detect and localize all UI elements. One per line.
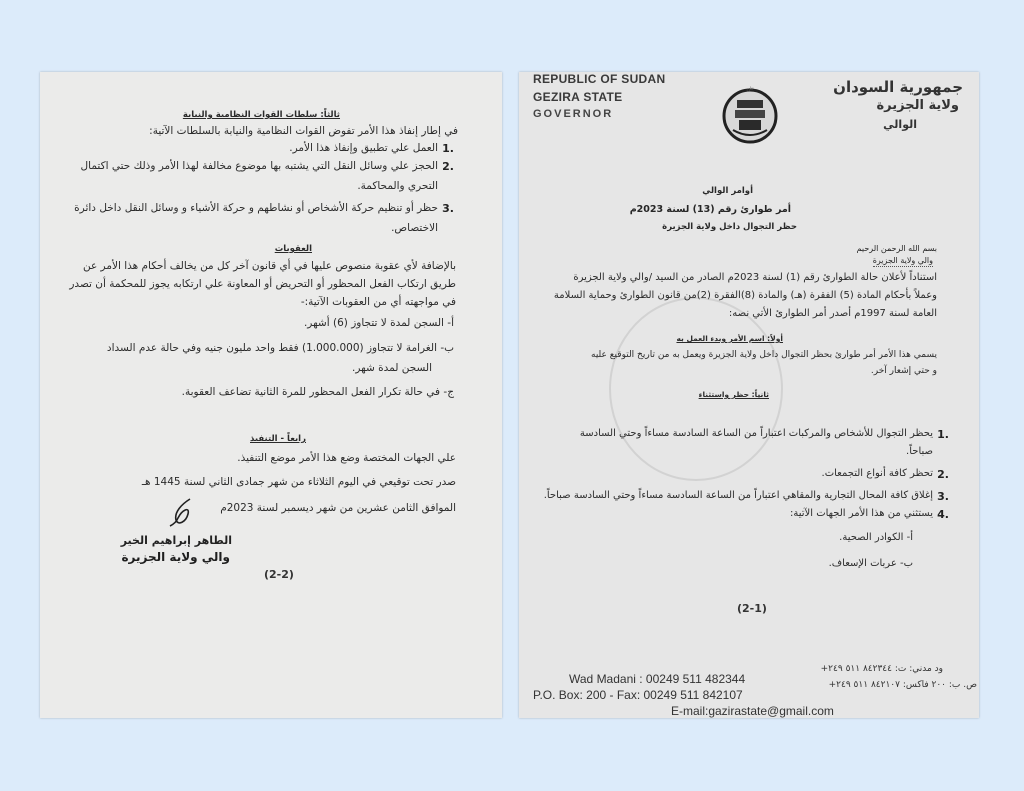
item-number: 1. bbox=[442, 142, 454, 155]
section-3-title: ثالثاً: سلطات القوات النظامية والنيابة bbox=[182, 110, 340, 120]
section-1-text: و حتي إشعار آخر. bbox=[870, 366, 937, 376]
letterhead-governor: GOVERNOR bbox=[533, 108, 614, 120]
penalties-title: العقوبات bbox=[274, 244, 312, 254]
ban-item: يستثني من هذا الأمر الجهات الآتية: bbox=[790, 508, 933, 519]
list-item-cont: الاختصاص. bbox=[391, 222, 438, 234]
ban-item: يحظر التجوال للأشخاص والمركبات اعتباراً من الساعة السادسة مساءاً وحتي السادسة bbox=[579, 428, 933, 439]
section-4-title: رابعاً - التنفيذ bbox=[250, 434, 306, 444]
letterhead-governor-ar: الوالي bbox=[883, 118, 917, 131]
penalties-paragraph: بالإضافة لأي عقوبة منصوص عليها في أي قانون آخر كل من يخالف أحكام هذا الأمر عن bbox=[82, 260, 456, 272]
item-number: 2. bbox=[442, 160, 454, 173]
item-number: 4. bbox=[937, 508, 949, 521]
signer-title: والي ولاية الجزيرة bbox=[121, 550, 230, 564]
footer-email: E-mail:gazirastate@gmail.com bbox=[671, 704, 834, 718]
section-1-title: أولاً: اسم الأمر وبدء العمل به bbox=[676, 334, 783, 343]
preamble: استناداً لأعلان حالة الطوارئ رقم (1) لسنة 2023م الصادر من السيد /والي ولاية الجزيرة bbox=[573, 272, 937, 283]
penalty-item: أ- السجن لمدة لا تتجاوز (6) أشهر. bbox=[303, 317, 454, 329]
section-1-text: يسمي هذا الأمر أمر طوارئ بحظر التجوال داخل ولاية الجزيرة ويعمل به من تاريخ التوقيع عليه bbox=[591, 350, 937, 360]
penalty-item: ب- الغرامة لا تتجاوز (1.000.000) فقط واحد مليون جنيه وفي حالة عدم السداد bbox=[106, 342, 454, 354]
svg-text:ش: ش bbox=[746, 85, 754, 92]
exception-item: ب- عربات الإسعاف. bbox=[828, 558, 913, 569]
preamble: العامة لسنة 1997م أصدر أمر الطوارئ الأتي نصه: bbox=[728, 308, 937, 319]
basmala: بسم الله الرحمن الرحيم bbox=[856, 244, 937, 253]
item-number: 2. bbox=[937, 468, 949, 481]
footer-address: Wad Madani : 00249 511 482344 bbox=[569, 672, 746, 686]
order-number: أمر طوارئ رقم (13) لسنة 2023م bbox=[629, 204, 791, 215]
page-number: (2-2) bbox=[264, 568, 294, 581]
letterhead-country: REPUBLIC OF SUDAN bbox=[533, 72, 666, 86]
ban-item: تحظر كافة أنواع التجمعات. bbox=[821, 468, 933, 479]
section-2-title: ثانياً: حظر واستثناء bbox=[698, 390, 769, 399]
penalty-item: ج- في حالة تكرار الفعل المحظور للمرة الثانية تضاعف العقوبة. bbox=[181, 386, 454, 398]
signature-icon bbox=[168, 496, 198, 528]
penalty-item-cont: السجن لمدة شهر. bbox=[352, 362, 432, 374]
exception-item: أ- الكوادر الصحية. bbox=[839, 532, 913, 543]
issuer: والي ولاية الجزيرة bbox=[872, 256, 933, 265]
footer-address-ar: ود مدني: ت: ٨٤٢٣٤٤ ٥١١ ٢٤٩+ bbox=[820, 664, 943, 674]
preamble: وعملاً بأحكام المادة (5) الفقرة (هـ) والمادة (8)الفقرة (2)من قانون الطوارئ وحماية السلامة bbox=[553, 290, 937, 301]
issued-line: صدر تحت توقيعي في اليوم الثلاثاء من شهر جمادى الثاني لسنة 1445 هـ bbox=[141, 476, 456, 488]
date-line: الموافق الثامن عشرين من شهر ديسمبر لسنة 2023م bbox=[220, 502, 456, 514]
list-item: الحجز علي وسائل النقل التي يشتبه بها موضوع مخالفة لهذا الأمر وذلك حتي اكتمال bbox=[80, 160, 438, 172]
ban-item-cont: صباحاً. bbox=[906, 446, 933, 457]
gezira-state-emblem-icon bbox=[715, 82, 785, 144]
signer-name: الطاهر إبراهيم الخير bbox=[120, 534, 232, 547]
ban-item: إغلاق كافة المحال التجارية والمقاهي اعتباراً من الساعة السادسة مساءاً وحتي السادسة صباحاً. bbox=[543, 490, 933, 501]
section-4-text: علي الجهات المختصة وضع هذا الأمر موضع التنفيذ. bbox=[237, 452, 456, 464]
list-item: العمل علي تطبيق وإنفاذ هذا الأمر. bbox=[289, 142, 438, 154]
orders-title: أوامر الوالي bbox=[702, 186, 753, 196]
document-page-1 bbox=[519, 72, 979, 718]
item-number: 1. bbox=[937, 428, 949, 441]
footer-pobox-ar: ص. ب: ٢٠٠ فاكس: ٨٤٢١٠٧ ٥١١ ٢٤٩+ bbox=[828, 680, 977, 690]
page-number: (2-1) bbox=[737, 602, 767, 615]
letterhead-state-ar: ولاية الجزيرة bbox=[876, 98, 959, 113]
penalties-paragraph: طريق ارتكاب الفعل المحظور أو التحريض أو المعاونة علي ارتكابه يجوز للمحكمة أن تصدر bbox=[69, 278, 456, 290]
list-item-cont: التحري والمحاكمة. bbox=[357, 180, 438, 192]
section-3-intro: في إطار إنفاذ هذا الأمر تفوض القوات النظامية والنيابة بالسلطات الآتية: bbox=[149, 125, 458, 137]
letterhead-state: GEZIRA STATE bbox=[533, 90, 623, 104]
faded-stamp bbox=[609, 297, 783, 481]
item-number: 3. bbox=[937, 490, 949, 503]
footer-pobox: P.O. Box: 200 - Fax: 00249 511 842107 bbox=[533, 688, 743, 702]
letterhead-country-ar: جمهورية السودان bbox=[833, 78, 963, 96]
penalties-paragraph: في مواجهته أي من العقوبات الآتية:- bbox=[300, 296, 456, 308]
item-number: 3. bbox=[442, 202, 454, 215]
order-subject: حظر التجوال داخل ولاية الجزيرة bbox=[662, 222, 797, 232]
document-page-2 bbox=[40, 72, 502, 718]
list-item: حظر أو تنظيم حركة الأشخاص أو نشاطهم و حركة الأشياء و وسائل النقل داخل دائرة bbox=[74, 202, 438, 214]
